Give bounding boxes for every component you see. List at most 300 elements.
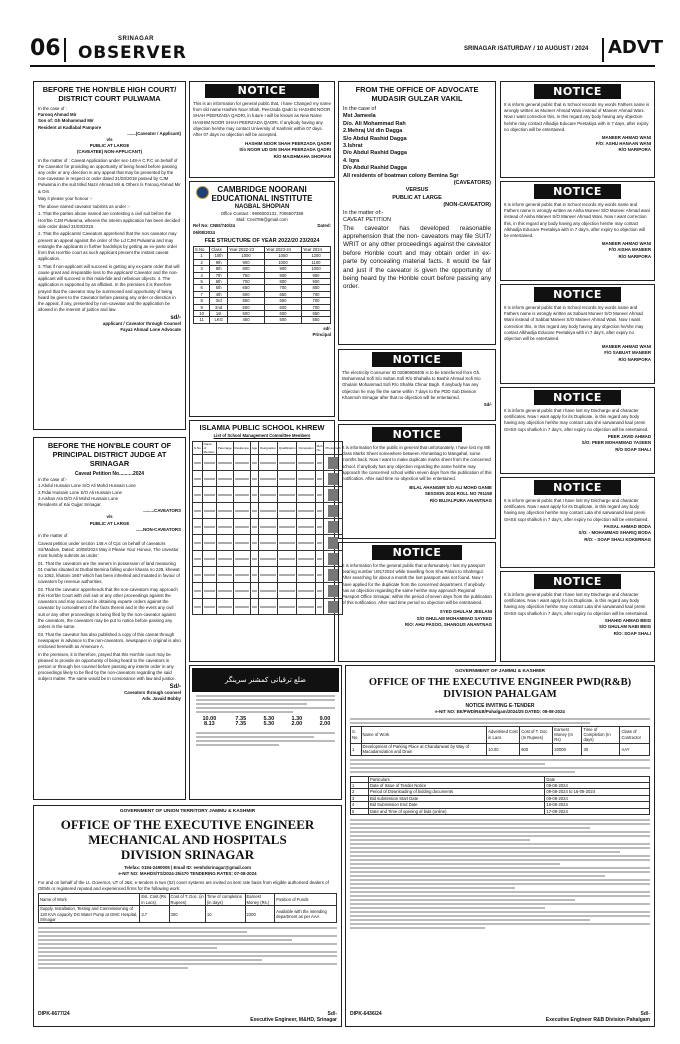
tender-mechanical-hospitals [33,805,342,1027]
table-cell [202,583,216,599]
table-cell [277,471,297,487]
cell-text-placeholder [260,478,276,480]
dipk-number: DIPK-6677/24 [38,1010,70,1017]
table-cell [315,503,324,519]
column-header: Earnest Money (In Rs) [553,726,582,743]
paragraph: 1. That the parties above named are contesting a civil suit before the Hon'ble CJM Pulwama, wherein the interim application has been decided vide order dated 31/03/2018. [38,211,180,229]
cell-text-placeholder [260,462,276,464]
signature-line: HASHIM NOOR SHAH PEERZADA QADRI [245,141,331,147]
tender-pwd-pahalgam [345,665,655,1027]
notice-correction-3 [500,284,655,384]
table-cell [277,599,297,615]
table-cell [202,535,216,551]
table-cell: 16-08-2024 [545,802,650,808]
signatory: Executive Engineer, M&HD, Srinagar [250,1016,337,1023]
cell-text-placeholder [279,510,296,512]
table-cell [297,519,315,535]
table-cell: Bid Submission End Date [368,802,544,808]
text-line: Residents of Kai Gujjar Srinagar. [38,502,102,508]
notice-heading: NOTICE [534,184,621,199]
table-cell [202,567,216,583]
table-cell [250,567,258,583]
cell-text-placeholder [260,590,276,592]
notice-heading: NOTICE [534,390,621,405]
party-role: .........CAVEATORS [143,508,181,514]
paragraph: 3. That if non-applicant will succeed in getting any ex-parte order that will cause great and irreparable loss to the applicant/ Caveator and the non-applicant will succeed in this mala-fide and nefarious objects. 4. The application is supported by an affidavit. In the premises it is therefore prayed that the caveator may be summoned and opportunity of being heard be given to the Caveator before passing any order or direction in the appeal, if any, presented by non-caveator and the application be allowed in the interest of justice and law. [38,263,180,313]
text-line: D/o Abdul Rashid Dagga [343,165,407,172]
table-cell: Period of Downloading of bidding documents [368,789,544,795]
table-cell [297,535,315,551]
cell-text-placeholder [260,606,276,608]
cell-text-placeholder [204,542,215,544]
text-line: In the matter of:- [343,209,384,216]
column-header: Qualification [277,442,297,455]
table-row [193,487,343,503]
table-cell: 550 [301,317,330,323]
cell-text-placeholder [298,574,313,576]
signature-line: R/O BUJALPURA ANANTNAG [429,497,492,503]
table-cell [216,471,233,487]
table-cell: 2.00 [319,721,331,728]
notice-name-change [189,81,335,178]
petition-number: Caveat Petition No..........2024 [74,471,145,477]
notice-lost-certificate-3 [500,571,655,662]
school-email: Mail: Cnei786@gmail.com [236,217,288,223]
text-line: 3.Ishrat [343,143,363,150]
table-cell: 1 [351,783,369,789]
signature-line: F/O: ASHU HANAAN WANI [595,141,651,147]
cell-text-placeholder [260,542,276,544]
table-cell: 650 [228,285,265,291]
cell-text-placeholder [218,478,232,480]
notice-inviting: NOTICE INVITING E-TENDER [465,703,535,710]
text-line: 1.Abdul Hussain Lone S/O Ali Mohd Hussain Lone [38,483,136,489]
table-cell: 500 [228,311,265,317]
table-cell [297,487,315,503]
column-header: Designation [259,442,278,455]
cell-text-placeholder [194,590,201,592]
table-cell: 20000 [553,743,582,755]
fee-title: FEE STRUCTURE OF YEAR 2022/20 23/2024 [204,237,320,244]
table-cell [250,583,258,599]
column-header: Year 2022-23 [228,247,265,253]
dipk-number: DIPK-6436/24 [350,1010,382,1017]
photo-placeholder [328,489,338,501]
table-row [193,567,343,583]
cell-text-placeholder [279,558,296,560]
govt-header: GOVERNMENT OF UNION TERRITORY JAMMU & KASHMIR [119,809,256,814]
table-cell [233,583,250,599]
terms-text-block [350,819,650,929]
table-row [193,599,343,615]
signature-line: Principal [312,332,331,338]
table-row [193,471,343,487]
table-cell [233,455,250,471]
govt-header: GOVERNMENT OF JAMMU & KASHMIR [455,669,545,674]
cell-text-placeholder [298,526,313,528]
photo-placeholder [328,585,338,597]
table-cell: 2200 [245,906,275,923]
table-cell: 09-08-2024 [545,783,650,789]
school-name: EDUCATIONAL INSTITUTE [211,194,313,203]
table-cell [202,519,216,535]
cell-text-placeholder [260,526,276,528]
notice-heading: NOTICE [534,480,621,495]
table-cell [250,471,258,487]
column-header: Name of Work [361,726,487,743]
table-cell: 6th [210,279,228,285]
paragraph: In the premises, it is therefore, prayed that this Hon'ble court may be pleased to provide an opportunity of being heard to the caveators in person or through her counsel before passing any interim order in any proceedings likely to be filed by the non-caveators regarding the said subject matter. The same would be in consonance with law and justice. [38,651,176,682]
notice-correction-2 [500,181,655,281]
table-cell: 700 [228,279,265,285]
table-cell [233,567,250,583]
table-cell [315,487,324,503]
table-cell [277,487,297,503]
notice-lost-certificate-2 [500,477,655,568]
table-cell [277,551,297,567]
signature-line: R/O MAISHMAHA SHOPIAN [273,153,331,159]
table-cell [315,535,324,551]
table-cell [315,551,324,567]
cell-text-placeholder [235,542,249,544]
table-cell [216,551,233,567]
table-cell: 600 [265,311,302,317]
table-cell: 900 [228,259,265,265]
table-cell: 300 [169,906,205,923]
cell-text-placeholder [218,558,232,560]
paragraph: For and on behalf of the Lt. Governor, UT of J&K, e-tenders in two (02) cover systems are invited on item rate basis from eligible authorised dealers of OEMs or registered reputed and experienced firms for the following work: [38,879,329,891]
office-contact: Telefax: 0194-2490005 | Email ID: eemhdsrinagar@gmail.com [124,865,251,871]
column-header: S.No [194,247,210,253]
signature-line: R/O NARIPORA [618,147,651,153]
table-cell: 9 [194,304,210,310]
table-cell [233,551,250,567]
table-cell: 10th [210,253,228,259]
text-line: 2.Fidai Hussain Lone S/O Ali Hussain Lone [38,489,122,495]
table-cell [216,535,233,551]
notice-heading: NOTICE [372,352,462,367]
signature-line: F/O SABUAT MANEER [604,350,651,356]
table-cell: Bid submission Start Date [368,795,544,801]
table-row [192,722,339,727]
table-cell: 7.35 [235,721,247,728]
cell-text-placeholder [218,606,232,608]
signature-line: Adv. Javaid Bobby [142,696,181,702]
cell-text-placeholder [194,558,201,560]
table-cell: 500 [265,317,302,323]
notice-electricity [338,349,496,421]
signature-line: SYED GHULAM JEELANI [439,609,492,615]
cell-text-placeholder [218,574,232,576]
cell-text-placeholder [252,606,257,608]
cell-text-placeholder [317,590,323,592]
intro-text-block [350,718,650,724]
column-header: Year 2023-24 [265,247,302,253]
signature-line: R/O NARIPORA [618,253,651,259]
table-cell: 1 [194,253,210,259]
table-cell [193,583,203,599]
party-role: .......(Caveator / Applicant) [127,130,181,136]
paragraph: 2. That the applicants/ Caveators apprehend that the non caveator may present an appeal against the order of the Ld CJM Pulwama and may entangle the applicants in further hardships by getting an ex-parte order from this Hon'ble court as such applicant present the instant caveat application. [38,231,178,262]
table-cell: 800 [265,272,302,278]
signature-line: R/O: SOAP SHALI [613,630,651,636]
cell-text-placeholder [260,574,276,576]
paragraph: It is inform general public that I have lost my Discharge and character certificates. Now I want apply for its Duplicate, in this regard any body having any objection he/she may contact Lala shri sarwanand kaul premi GHSS sopi shalkoh in 7 day's, after expiry no objection will be entertained. [504,408,649,432]
cell-text-placeholder [260,494,276,496]
notice-heading: NOTICE [372,427,462,442]
signature-line: F/O AISHA MANEER [608,247,651,253]
table-cell: 600 [520,743,553,755]
cell-text-placeholder [235,494,249,496]
table-cell [233,535,250,551]
dateline: SRINAGAR /SATURDAY / 10 AUGUST / 2024 [464,46,589,52]
schedule-table [350,776,650,815]
table-cell: 700 [301,298,330,304]
signature-mark: Sd/- [640,1010,650,1017]
table-cell: 2.00 [291,721,303,728]
urdu-text-block [196,732,335,746]
cell-text-placeholder [252,478,257,480]
versus: VERSUS [405,187,429,194]
cell-text-placeholder [194,574,201,576]
table-cell [202,551,216,567]
table-cell: 10 [194,311,210,317]
table-cell: 5 [351,808,369,814]
table-cell [216,599,233,615]
ad-title: BEFORE THE HON'BLE COURT OF PRINCIPAL DISTRICT JUDGE AT SRINAGAR [47,441,172,468]
cell-text-placeholder [252,462,257,464]
table-cell [277,567,297,583]
school-logo-icon [196,186,209,199]
tender-number: e-NIT NO: MAHDS/TS/2024-25/470 TENDERING RATES: 07-08-2024 [118,871,257,877]
table-cell: Development of Parking Place at Chandanwari by Way of Macadamization and Drain [361,743,487,755]
column-header: Class [210,247,228,253]
table-cell [277,535,297,551]
table-cell: 1200 [301,253,330,259]
cell-text-placeholder [218,526,232,528]
ad-title: BEFORE THE HON'BLE HIGH COURT/ DISTRICT COURT PULWAMA [42,85,177,103]
table-cell: 17-08-2024 [545,808,650,814]
cell-text-placeholder [235,462,249,464]
table-cell [216,519,233,535]
signature-line: S/O GHULAM MOHAMMAD SAYEED [416,615,492,621]
text-line: Resident at Kadlabal Pampore [38,124,102,130]
cell-text-placeholder [194,542,201,544]
signature-line: SHAHID AHMAD BEIG [604,618,651,624]
table-cell: 700 [301,304,330,310]
signature-line: MANEER AHMAD WANI [601,135,651,141]
table-cell: 6 [194,285,210,291]
table-cell [277,455,297,471]
table-cell: Date and Time of opening of bids (online) [368,808,544,814]
table-cell: 2 [194,259,210,265]
terms-text-block [350,759,650,773]
photo-placeholder [328,569,338,581]
urdu-heading: ضلع ترقیاتی کمشنر سرینگر [192,668,339,692]
table-cell: 1.30 [291,716,303,722]
paragraph: It is information for the public in general that unfortunately, I have lost my 8th class Marks Sheet somewhere between Ahmanbag to Mangahal, some months back. Now I want to make duplicate marks sheet from the concerned school. If anybody has any objection regarding the same he/she may approach the concerned school within seven days from the publication of this notification. After said time no objection will be entertained. [342,445,492,482]
brand-top: SRINAGAR [118,36,155,42]
school-name: CAMBRIDGE NOORANI [217,185,307,194]
cell-text-placeholder [279,478,296,480]
islamia-school-committee [189,420,341,662]
table-cell [315,471,324,487]
cell-text-placeholder [317,510,323,512]
column-header: Residence [233,442,250,455]
table-cell [277,503,297,519]
table-cell [259,455,278,471]
cell-text-placeholder [252,574,257,576]
party-name: PUBLIC AT LARGE [89,143,130,149]
table-cell: 4 [194,272,210,278]
caveat-pulwama [33,81,186,430]
cell-text-placeholder [235,526,249,528]
table-cell [297,455,315,471]
table-cell: 7.35 [235,716,247,722]
caveat-srinagar [33,437,186,800]
photo-placeholder [328,457,338,469]
cell-text-placeholder [218,590,232,592]
column-header: Cost of T. Doc. (in Rupees) [170,894,204,905]
table-cell [297,471,315,487]
paragraph: May it please your honour :- [38,196,93,202]
table-row [193,455,343,471]
fee-table [193,246,331,324]
table-cell [250,455,258,471]
tender-table [38,893,337,923]
table-row [193,503,343,519]
cell-text-placeholder [317,574,323,576]
cell-text-placeholder [204,574,215,576]
table-cell: 600 [228,291,265,297]
table-cell [202,503,216,519]
table-cell: 5.30 [263,716,275,722]
signature-line: R/O: AHU PASOO, SHANGUS ANANTNAG [404,621,492,627]
table-cell [193,599,203,615]
text-line: D/o Abdul Rashid Dagga [343,150,407,157]
signature-line: MANEER AHMAD WANI [601,344,651,350]
tender-number: e-NIT NO: EE/PWD/R&B/Pahalgam/2024/25 DATED: 08-08-2024 [435,709,565,715]
signature-line: Fayaz Ahmad Lone Advocate [120,327,181,333]
table-cell: 750 [228,272,265,278]
table-cell [193,535,203,551]
cell-text-placeholder [235,574,249,576]
cell-text-placeholder [317,542,323,544]
signature-line: S/O: - MOHAMMAD SHARIQ BODA [578,530,651,536]
cell-text-placeholder [298,606,313,608]
table-cell [250,599,258,615]
table-cell [259,535,278,551]
text-line: Farooq Ahmad Mir [38,112,77,118]
signature-mark: sd/- [170,314,181,321]
cell-text-placeholder [298,462,313,464]
cell-text-placeholder [194,606,201,608]
party-role: (CAVEATEE) NON-APPLICANT) [76,149,143,155]
table-header-row [193,442,343,455]
tender-table [350,726,650,756]
table-cell: AAY [620,743,650,755]
paragraph: This is an information for general public that, I have Changed my name from old name Hashim Noor Shah, Peerzada Qadri to HASHIM NOOR SHAH PEERZADA QADRI, in future I will be known as New Name HASHIM NOOR SHAH PEERZADA QADRI. If anybody having any objection he/she may contact University of Kashmir within 07 days. After 07 days no objection will be accepted. [193,101,331,138]
text-line: 3.Aishan Ara D/O Ali Mohd Hussain Lone [38,495,119,501]
cell-text-placeholder [252,542,257,544]
column-header: Photograph [324,442,343,455]
text-line: Son of: Gh Mohammad Mir [38,118,94,124]
party-name: PUBLIC AT LARGE [89,520,130,526]
table-cell [297,583,315,599]
notice-heading: NOTICE [534,287,621,302]
school-contact: Office Contact : 9906002131, 7006507359 [220,211,304,216]
table-header-row [39,894,337,906]
table-cell [233,471,250,487]
table-cell: 10 [205,906,245,923]
table-row [193,519,343,535]
column-header: Est. Cost (Rs. in Lacs) [141,894,168,905]
table-cell: 3.7 [140,906,169,923]
cell-text-placeholder [260,510,276,512]
paragraph: In the matter of : Caveat Application under sec-148-A C.P.C on behalf of the Caveator for providing an opportunity of being heard before passing any order or any direction in any appeal that may be presented by the non-caveatee in respect or order dated 31/03/2018 passed by CJM Pulwama in the suit titled Nazir Ahmad Mir & Others /s Farooq Ahmad Mir & Ors [38,157,181,194]
table-row [194,317,331,323]
table-cell [259,471,278,487]
signature-line: PEER JAVID AHMAD [607,434,651,440]
notice-heading: NOTICE [372,545,462,560]
table-cell [193,519,203,535]
masthead [30,34,664,66]
cell-text-placeholder [298,542,313,544]
cell-text-placeholder [252,590,257,592]
table-cell [259,503,278,519]
urdu-table [192,717,339,728]
cell-text-placeholder [194,510,201,512]
table-cell [297,599,315,615]
table-row [193,535,343,551]
cell-text-placeholder [252,510,257,512]
cell-text-placeholder [194,462,201,464]
column-header: Mob No [315,442,324,455]
table-cell [250,535,258,551]
paragraph: It is inform general public that I have lost my Discharge and character certificates. Now I want apply for its Duplicate, in this regard any body having any objection he/she may contact Lala shri sarwanand kaul premi GHSS sopi shalkoh in 7 day's, after expiry no objection will be entertained. [504,498,649,522]
table-cell: 5th [210,285,228,291]
text-line: 4. Iqra [343,157,360,164]
signature-line: FAISAL AHMAD BODA [603,524,651,530]
column-header: Class of Contractor [620,726,650,743]
paragraph: It is inform general public that in School records my words name and Fathers name is wrongly written as Aisha Muneer S/O Muneer Ahmad wani instead of Aisha Maneer S/O Maneer Ahmad Wani. Now I want correction this, in this regard any body having any objection he/she may contact Alkhadija Educare Peetakiya with in 7 day's, after expiry no objection will be entertained. [504,202,650,239]
paragraph: Caveat petition under section 148 A of Cpc on behalf of caveators Sir/Madam, Dated: 10/08/2024 May it Please Your Honour, The caveator most humbly submits as under: [38,540,179,559]
column-header: Position of Funds [275,894,337,906]
notice-heading: NOTICE [534,574,621,589]
signature-line: MANEER AHMAD WANI [601,241,651,247]
table-cell: 700 [301,291,330,297]
cell-text-placeholder [204,526,215,528]
table-cell: 600 [265,304,302,310]
versus: v/s [106,137,113,143]
table-cell: 550 [228,298,265,304]
text-line: All residents of boatman colony Bemina Sgr [343,172,459,179]
cell-text-placeholder [235,606,249,608]
table-cell [315,599,324,615]
cell-text-placeholder [317,558,323,560]
text-line: D/o. Ali Mohammad Rah [343,120,406,127]
cell-text-placeholder [279,574,296,576]
paragraph: In the matter of [38,533,68,539]
table-cell [277,519,297,535]
table-cell [259,551,278,567]
photo-placeholder [328,505,338,517]
text-line: In the case of : [38,106,67,111]
cell-text-placeholder [260,558,276,560]
signature-line: S/O: PEER MOHAMMAD YASEEN [581,440,651,446]
cell-text-placeholder [235,558,249,560]
signature-mark: Sd/- [169,684,181,691]
